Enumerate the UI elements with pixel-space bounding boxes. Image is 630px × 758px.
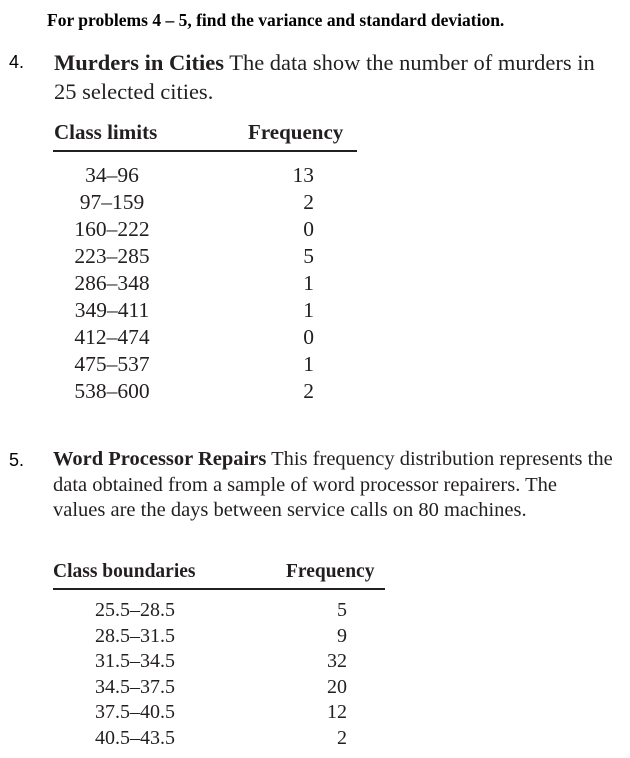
table-cell-limits: 97–159 (79, 190, 145, 214)
table-cell-boundaries: 37.5–40.5 (95, 701, 175, 724)
table-cell-frequency: 32 (327, 650, 347, 673)
table-cell-frequency: 1 (303, 298, 314, 322)
table-cell-boundaries: 25.5–28.5 (95, 599, 175, 621)
problem-number: 4. (9, 52, 25, 72)
table-cell-frequency: 13 (292, 163, 314, 187)
column-header-frequency: Frequency (248, 120, 344, 144)
table-cell-boundaries: 40.5–43.5 (95, 726, 175, 749)
problem-text (53, 447, 613, 524)
table-cell-frequency: 2 (337, 726, 347, 749)
instructions: For problems 4 – 5, find the variance and standard deviation. (47, 10, 505, 30)
table-cell-frequency: 0 (303, 217, 314, 241)
column-header-class-limits: Class limits (54, 120, 158, 144)
table-cell-frequency: 0 (303, 325, 314, 349)
table-cell-frequency: 12 (327, 701, 347, 724)
table-cell-frequency: 5 (303, 244, 314, 268)
table-cell-frequency: 2 (303, 190, 314, 214)
table-cell-boundaries: 31.5–34.5 (95, 650, 175, 673)
table-cell-limits: 349–411 (74, 298, 150, 322)
table-cell-frequency: 1 (303, 271, 314, 295)
table-header-rule (53, 588, 385, 590)
table-cell-limits: 538–600 (74, 379, 150, 403)
table-cell-frequency: 9 (337, 624, 347, 647)
problem-title: Word Processor Repairs (53, 448, 267, 470)
problem-title: Murders in Cities (54, 50, 224, 75)
table-cell-boundaries: 28.5–31.5 (95, 624, 175, 647)
table-cell-frequency: 20 (327, 675, 347, 698)
table-header-rule (53, 150, 357, 152)
column-header-class-boundaries: Class boundaries (53, 561, 196, 582)
table-cell-frequency: 1 (303, 352, 314, 376)
table-cell-frequency: 2 (303, 379, 314, 403)
table-cell-limits: 412–474 (74, 325, 150, 349)
frequency-column (300, 598, 347, 752)
table-cell-frequency: 5 (337, 599, 347, 621)
problem-text (54, 48, 614, 106)
table-cell-limits: 223–285 (74, 244, 150, 268)
column-header-frequency: Frequency (286, 561, 375, 582)
table-cell-limits: 286–348 (74, 271, 150, 295)
problem-description: The data show the number of murders in 25 selected cities. (54, 50, 595, 104)
class-boundaries-column (80, 598, 190, 752)
table-cell-boundaries: 34.5–37.5 (95, 675, 175, 698)
problem-description: This frequency distribution represents the data obtained from a sample of word processor repairers. The values are the days between service calls on 80 machines. (53, 448, 613, 521)
frequency-column (270, 162, 314, 405)
table-cell-limits: 34–96 (85, 163, 139, 187)
table-cell-limits: 475–537 (74, 352, 150, 376)
table-cell-limits: 160–222 (74, 217, 150, 241)
class-limits-column (58, 162, 166, 405)
problem-number: 5. (9, 450, 25, 470)
